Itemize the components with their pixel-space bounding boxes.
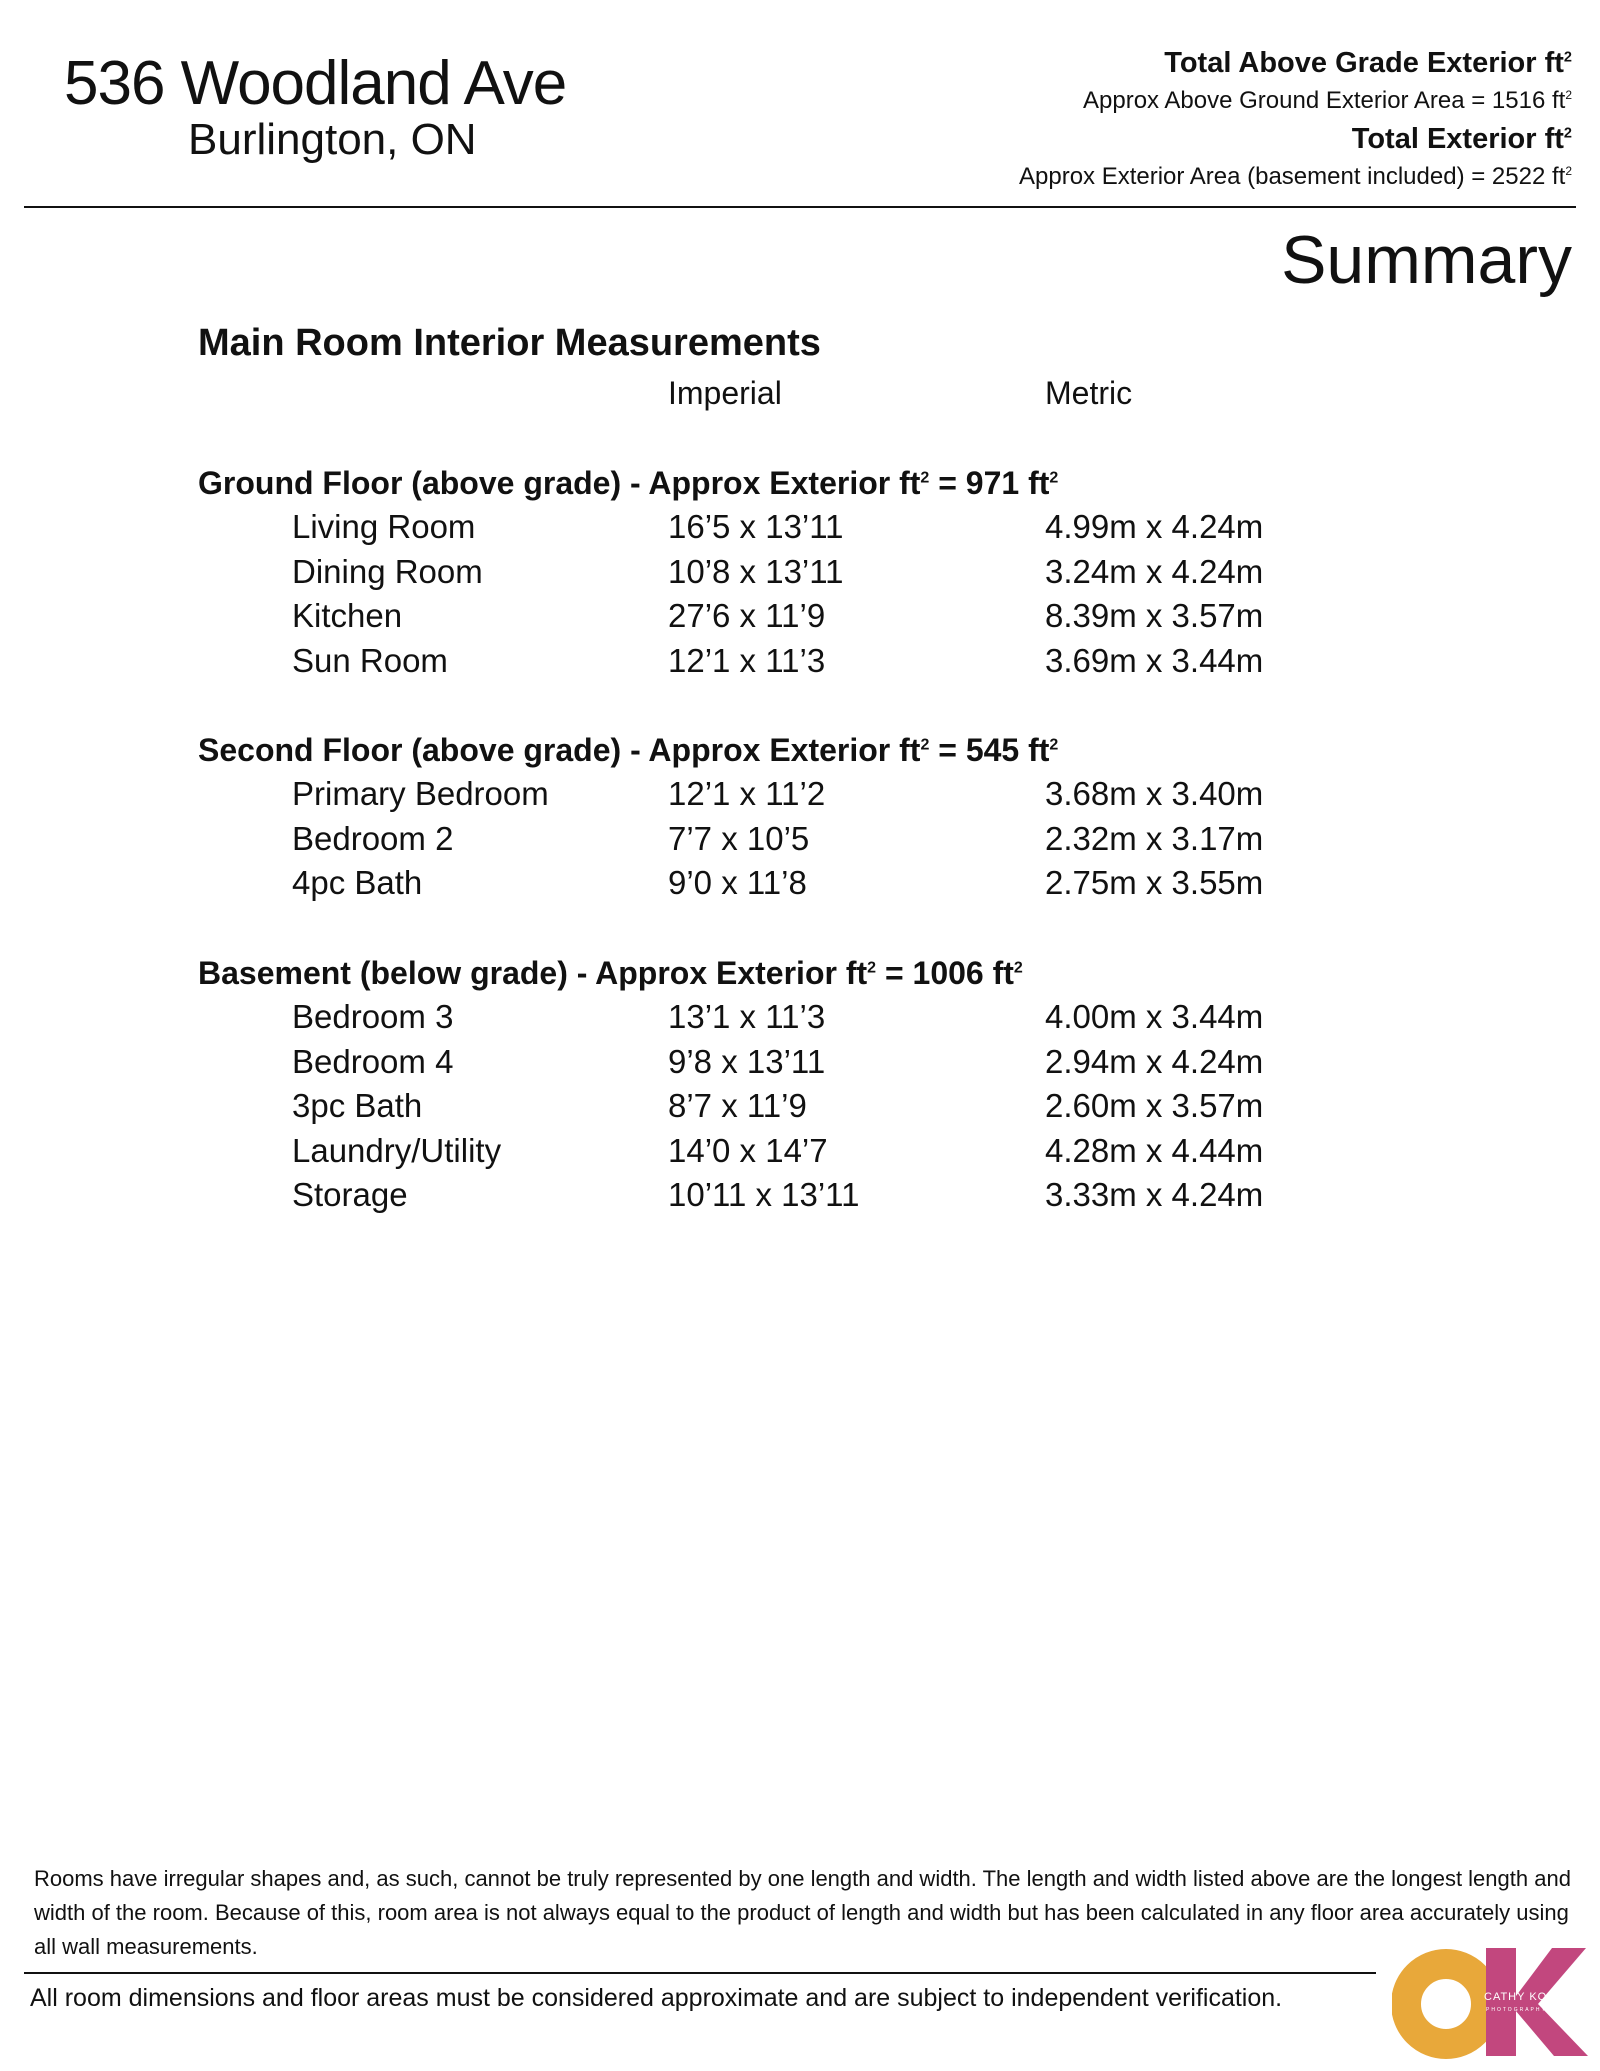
room-name: Primary Bedroom	[292, 775, 549, 812]
room-row	[0, 1173, 1600, 1217]
floor-heading: Ground Floor (above grade) - Approx Exterior $ft^2 = 971$ $ft^2$	[198, 465, 1059, 501]
svg-text:CATHY KOOP: CATHY KOOP	[1484, 1991, 1566, 2003]
property-city: Burlington, ON	[188, 115, 477, 164]
summary-title: Summary	[1281, 222, 1572, 298]
floor-heading-label: Basement (below grade) - Approx Exterior ft	[198, 955, 868, 991]
room-imperial-size: 8’7 x 11’9	[668, 1087, 807, 1124]
metric-column-header: Metric	[1045, 375, 1133, 411]
room-name: 3pc Bath	[292, 1087, 423, 1124]
logo-graphic	[1392, 1944, 1588, 2060]
room-metric-size: 4.99m x 4.24m	[1045, 508, 1264, 545]
footer-divider	[24, 1972, 1376, 1974]
room-imperial-size: 9’0 x 11’8	[668, 864, 807, 901]
room-metric-size: 2.94m x 4.24m	[1045, 1042, 1264, 1080]
footer-note: All room dimensions and floor areas must be considered approximate and are subject to independent verification.	[30, 1984, 1283, 2012]
room-row	[0, 1084, 1600, 1128]
room-name: Bedroom 4	[292, 1042, 454, 1080]
room-metric-size: 3.33m x 4.24m	[1045, 1176, 1264, 1213]
floor-area-value: = 1006 ft	[876, 955, 1014, 991]
property-address: 536 Woodland Ave	[64, 49, 567, 118]
room-name: Storage	[292, 1176, 408, 1213]
disclaimer-text: Rooms have irregular shapes and, as such, cannot be truly represented by one length and width. The length and width listed above are the longest length and width of the room. Because of this, room area is not always equal to the product of length and width but has been calculated in any floor area accurately using all wall measurements.	[34, 1866, 1571, 1959]
total-exterior-heading: Total Exterior $ft^2$	[1351, 123, 1572, 155]
room-name: Kitchen	[292, 597, 403, 634]
room-row	[0, 861, 1600, 905]
imperial-column-header: Imperial	[668, 375, 782, 411]
floor-area-value: = 545 ft	[929, 732, 1050, 768]
total-above-grade-heading: Total Above Grade Exterior $ft^2$	[1164, 47, 1572, 79]
room-metric-size: 3.24m x 4.24m	[1045, 552, 1264, 590]
room-imperial-size: 7’7 x 10’5	[668, 819, 810, 857]
room-imperial-size: 10’11 x 13’11	[668, 1176, 860, 1213]
room-imperial-size: 9’8 x 13’11	[668, 1042, 826, 1080]
room-row	[0, 1129, 1600, 1173]
room-imperial-size: 16’5 x 13’11	[668, 508, 844, 545]
room-metric-size: 4.28m x 4.44m	[1045, 1131, 1264, 1169]
room-row	[0, 594, 1600, 638]
room-row	[0, 772, 1600, 816]
room-name: Bedroom 2	[292, 819, 454, 857]
floor-heading-label: Second Floor (above grade) - Approx Exterior ft	[198, 732, 921, 768]
room-metric-size: 2.60m x 3.57m	[1045, 1087, 1264, 1124]
main-heading: Main Room Interior Measurements	[198, 322, 821, 364]
room-row	[0, 817, 1600, 861]
room-imperial-size: 13’1 x 11’3	[668, 998, 826, 1035]
room-row	[0, 1040, 1600, 1084]
exterior-totals	[1019, 44, 1572, 196]
room-name: Living Room	[292, 508, 476, 545]
room-name: Dining Room	[292, 552, 483, 590]
room-imperial-size: 12’1 x 11’3	[668, 641, 826, 679]
floor-heading-label: Ground Floor (above grade) - Approx Exterior ft	[198, 465, 921, 501]
room-imperial-size: 14’0 x 14’7	[668, 1131, 828, 1169]
total-exterior-area: Approx Exterior Area (basement included) = 2522 $ft^2$	[1019, 163, 1572, 190]
room-row	[0, 550, 1600, 594]
room-metric-size: 3.68m x 3.40m	[1045, 775, 1264, 812]
room-name: Bedroom 3	[292, 998, 454, 1035]
above-ground-area: Approx Above Ground Exterior Area = 1516 $ft^2$	[1083, 87, 1572, 114]
svg-text:PHOTOGRAPHY: PHOTOGRAPHY	[1486, 2007, 1547, 2013]
room-name: Laundry/Utility	[292, 1131, 502, 1169]
room-metric-size: 4.00m x 3.44m	[1045, 998, 1264, 1035]
room-metric-size: 2.75m x 3.55m	[1045, 864, 1264, 901]
room-row	[0, 639, 1600, 683]
room-name: 4pc Bath	[292, 864, 423, 901]
room-row	[0, 995, 1600, 1039]
room-name: Sun Room	[292, 641, 448, 679]
room-metric-size: 3.69m x 3.44m	[1045, 641, 1264, 679]
floor-heading: Basement (below grade) - Approx Exterior $ft^2 = 1006$ $ft^2$	[198, 955, 1023, 991]
floor-area-value: = 971 ft	[929, 465, 1050, 501]
room-imperial-size: 12’1 x 11’2	[668, 775, 826, 812]
room-row	[0, 505, 1600, 549]
room-imperial-size: 10’8 x 13’11	[668, 552, 844, 590]
room-metric-size: 2.32m x 3.17m	[1045, 819, 1264, 857]
header-divider	[24, 206, 1576, 208]
photography-logo	[1392, 1944, 1588, 2060]
room-imperial-size: 27’6 x 11’9	[668, 597, 826, 634]
room-metric-size: 8.39m x 3.57m	[1045, 597, 1264, 634]
floor-heading: Second Floor (above grade) - Approx Exterior $ft^2 = 545$ $ft^2$	[198, 732, 1059, 768]
